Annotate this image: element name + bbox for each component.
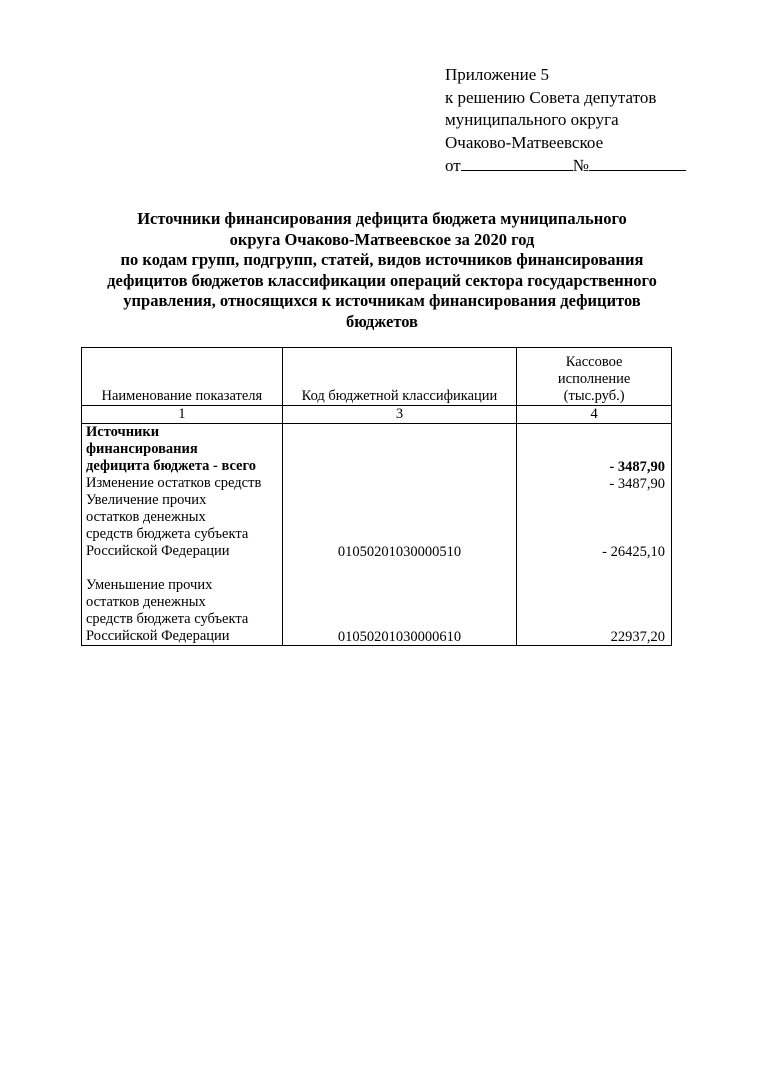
title-line-4: дефицитов бюджетов классификации операций сектора государственного: [107, 270, 657, 290]
names-cell: [82, 424, 283, 646]
appendix-header: [445, 64, 686, 178]
header-value-line-3: (тыс.руб.): [563, 388, 625, 404]
column-number-row: [82, 406, 672, 424]
row-increase-name-line-2: остатков денежных: [86, 509, 206, 525]
header-value-line-2: исполнение: [557, 371, 631, 387]
appendix-district-name: Очаково-Матвеевское: [445, 132, 604, 152]
appendix-decision-line: к решению Совета депутатов: [445, 87, 657, 107]
row-total-name-line-1: Источники: [86, 424, 160, 440]
row-decrease-name-line-1: Уменьшение прочих: [86, 577, 213, 593]
row-increase-name-line-3: средств бюджета субъекта: [86, 526, 249, 542]
date-blank: [461, 154, 573, 171]
title-line-2: округа Очаково-Матвеевское за 2020 год: [229, 229, 535, 249]
row-decrease-value: 22937,20: [610, 628, 665, 645]
codes-cell: [282, 424, 517, 646]
values-cell: [517, 424, 672, 646]
document-title: [70, 209, 694, 333]
row-increase-value: - 26425,10: [602, 543, 665, 560]
row-decrease-code: 01050201030000610: [337, 628, 462, 645]
table-header-row: [82, 348, 672, 406]
row-increase-name-line-4: Российской Федерации: [86, 543, 230, 559]
title-line-6: бюджетов: [346, 311, 418, 331]
header-value: [517, 348, 672, 406]
appendix-date-number-line: [445, 154, 686, 178]
title-line-1: Источники финансирования дефицита бюджета муниципального: [137, 209, 627, 228]
row-increase-name-line-1: Увеличение прочих: [86, 492, 207, 508]
header-name: Наименование показателя: [82, 348, 283, 406]
table-body-row: [82, 424, 672, 646]
row-increase-code: 01050201030000510: [337, 543, 462, 560]
column-number-1: 1: [82, 406, 283, 424]
title-line-5: управления, относящихся к источникам финансирования дефицитов: [123, 291, 641, 311]
row-decrease-name-line-2: остатков денежных: [86, 594, 206, 610]
number-label: №: [572, 156, 589, 175]
title-line-3: по кодам групп, подгрупп, статей, видов источников финансирования: [120, 250, 644, 270]
row-change-value: - 3487,90: [609, 475, 665, 492]
appendix-district-line: муниципального округа: [445, 110, 619, 129]
financing-table: [81, 347, 672, 646]
row-decrease-name-line-4: Российской Федерации: [86, 628, 230, 644]
row-total-name-line-3: дефицита бюджета - всего: [86, 458, 256, 474]
row-total-name-line-2: финансирования: [86, 441, 198, 457]
row-spacer: [86, 560, 278, 577]
number-blank: [589, 154, 686, 171]
column-number-3: 3: [282, 406, 517, 424]
from-label: от: [445, 156, 461, 175]
appendix-number: Приложение 5: [445, 65, 549, 84]
header-value-line-1: Кассовое: [565, 354, 623, 370]
column-number-4: 4: [517, 406, 672, 424]
row-decrease-name-line-3: средств бюджета субъекта: [86, 611, 249, 627]
header-code: Код бюджетной классификации: [282, 348, 517, 406]
row-change-name: Изменение остатков средств: [86, 475, 262, 491]
row-total-value: - 3487,90: [609, 458, 665, 475]
